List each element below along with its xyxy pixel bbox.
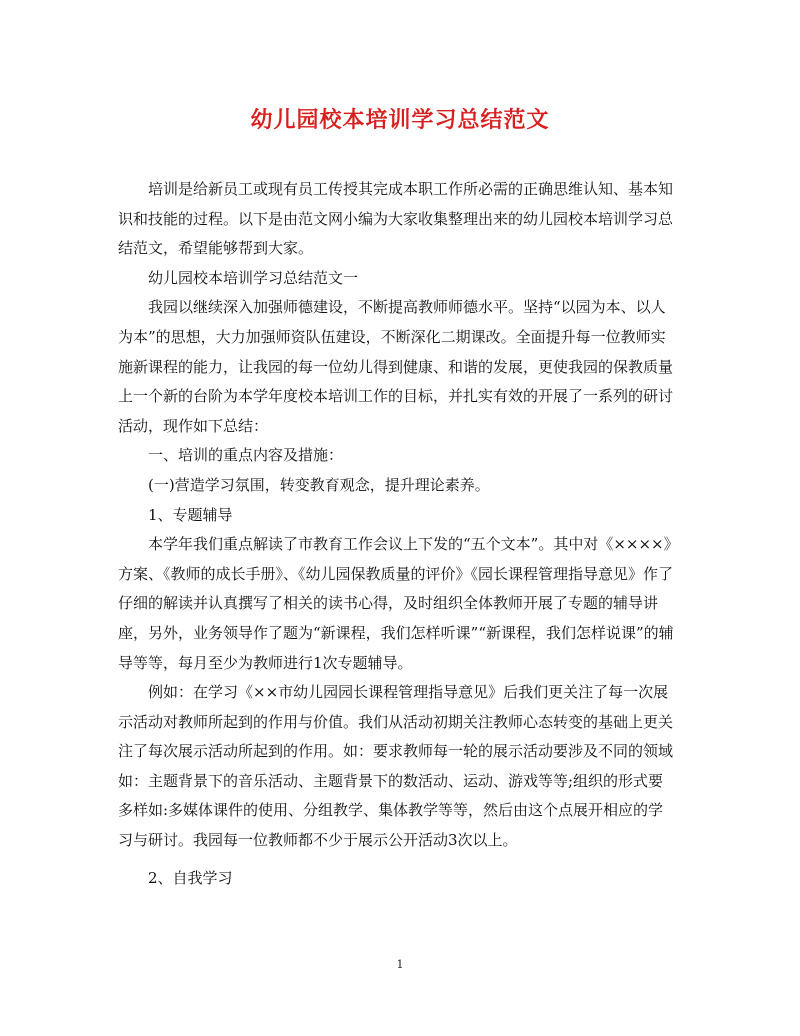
item-heading: 2、自我学习	[148, 868, 233, 887]
page-number: 1	[396, 958, 404, 971]
body-paragraph: 我园以继续深入加强师德建设，不断提高教师师德水平。坚持“以园为本、以人为本”的思想，大力加强师资队伍建设，不断深化二期课改。全面提升每一位教师实施新课程的能力，让我园的每一位幼儿得到健康、和谐的发展，更使我园的保教质量上一个新的台阶为本学年度校本培训工作的目标，并扎实有效的开展了一系列的研讨活动，现作如下总结：	[118, 298, 674, 435]
intro-paragraph: 培训是给新员工或现有员工传授其完成本职工作所必需的正确思维认知、基本知识和技能的过程。以下是由范文网小编为大家收集整理出来的幼儿园校本培训学习总结范文，希望能够帮到大家。	[118, 180, 674, 258]
item-heading: 1、专题辅导	[148, 505, 233, 524]
document-title: 幼儿园校本培训学习总结范文	[250, 107, 550, 133]
subsection-heading: 一、培训的重点内容及措施：	[148, 446, 344, 465]
document-body	[118, 175, 678, 893]
subsection-heading: (一)营造学习氛围，转变教育观念，提升理论素养。	[148, 475, 490, 494]
section-heading: 幼儿园校本培训学习总结范文一	[148, 268, 359, 287]
body-paragraph: 本学年我们重点解读了市教育工作会议上下发的“五个文本”。其中对《××××》方案、《教师的成长手册》、《幼儿园保教质量的评价》《园长课程管理指导意见》作了仔细的解读并认真撰写了相关的读书心得，及时组织全体教师开展了专题的辅导讲座，另外，业务领导作了题为“新课程，我们怎样听课”“新课程，我们怎样说课”的辅导等等，每月至少为教师进行1次专题辅导。	[118, 535, 674, 672]
body-paragraph: 例如：在学习《××市幼儿园园长课程管理指导意见》后我们更关注了每一次展示活动对教师所起到的作用与价值。我们从活动初期关注教师心态转变的基础上更关注了每次展示活动所起到的作用。如：要求教师每一轮的展示活动要涉及不同的领域如：主题背景下的音乐活动、主题背景下的数活动、运动、游戏等等;组织的形式要多样如:多媒体课件的使用、分组教学、集体教学等等，然后由这个点展开相应的学习与研讨。我园每一位教师都不少于展示公开活动3次以上。	[118, 683, 674, 850]
